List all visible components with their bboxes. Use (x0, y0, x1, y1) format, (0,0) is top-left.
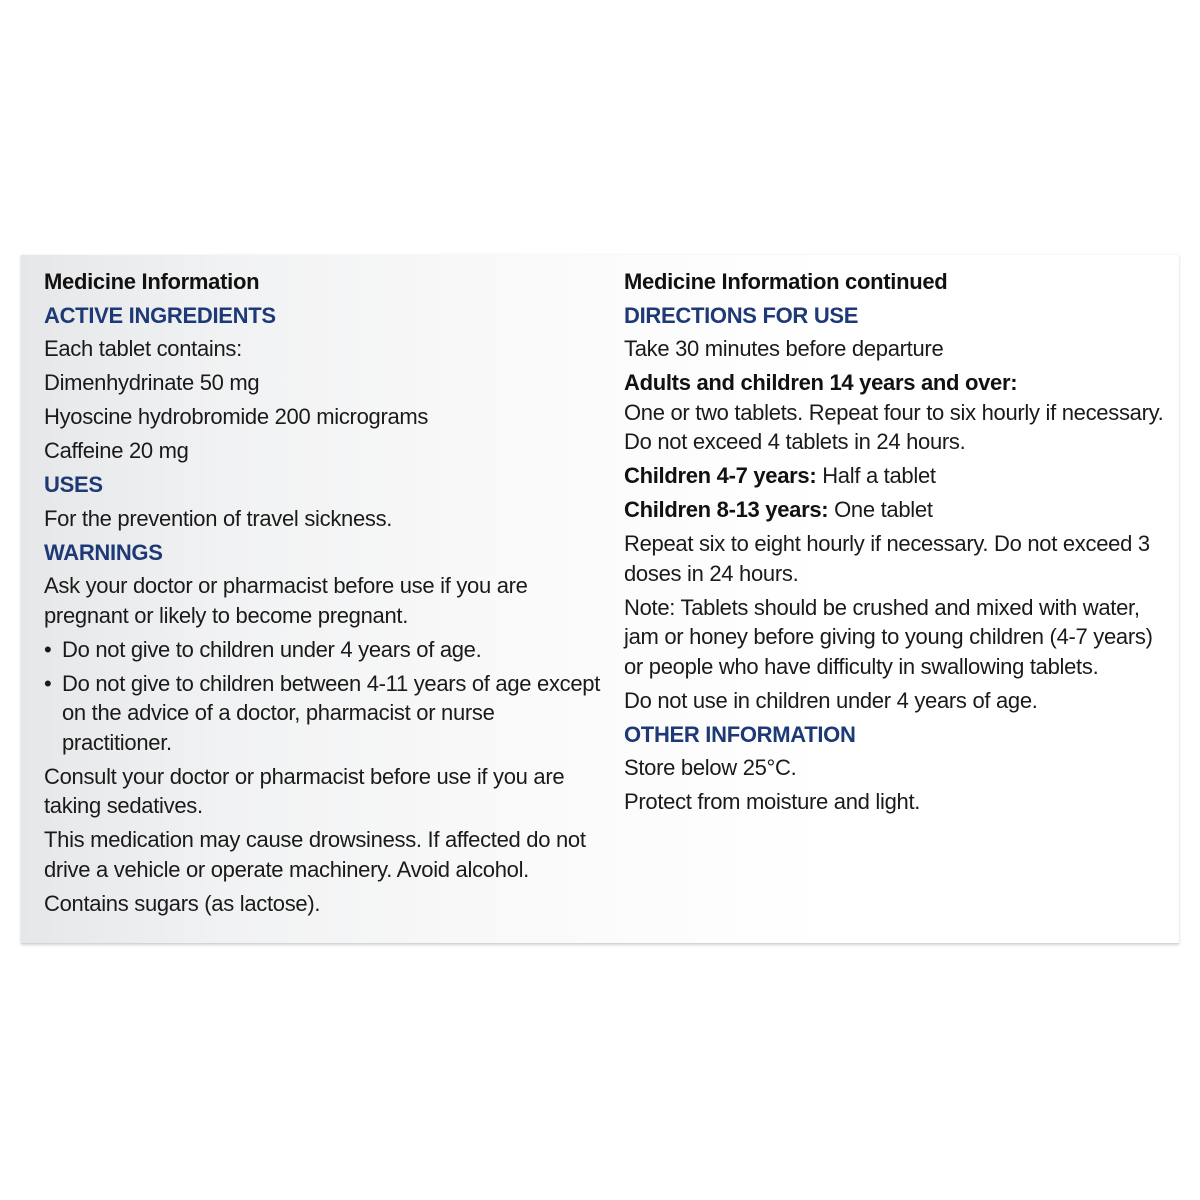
warnings-pregnancy: Ask your doctor or pharmacist before use if you are pregnant or likely to become pregnant. (44, 573, 528, 628)
directions-timing: Take 30 minutes before departure (624, 336, 944, 361)
adults-label: Adults and children 14 years and over: (624, 370, 1018, 395)
children-8-13-dose: One tablet (828, 497, 933, 522)
ingredients-intro: Each tablet contains: (44, 336, 242, 361)
ingredient-dimenhydrinate: Dimenhydrinate 50 mg (44, 370, 260, 395)
directions-under-4: Do not use in children under 4 years of age. (624, 687, 1038, 713)
other-storage: Store below 25°C. (624, 755, 797, 780)
directions-children-4-7 (624, 461, 1169, 491)
bullet-dot: • (44, 670, 52, 696)
directions-children-8-13 (624, 495, 1169, 525)
warning-bullet-4-11 (44, 669, 604, 758)
warnings-heading: WARNINGS (44, 539, 163, 565)
warnings-drowsiness: This medication may cause drowsiness. If affected do not drive a vehicle or operate machinery. Avoid alcohol. (44, 827, 586, 882)
other-information-heading: OTHER INFORMATION (624, 721, 856, 747)
active-ingredients-heading: ACTIVE INGREDIENTS (44, 302, 276, 328)
left-title: Medicine Information (44, 269, 260, 294)
warning-bullet-text: Do not give to children under 4 years of age. (62, 636, 482, 662)
uses-text: For the prevention of travel sickness. (44, 505, 393, 531)
ingredient-hyoscine: Hyoscine hydrobromide 200 micrograms (44, 404, 429, 429)
children-8-13-label: Children 8-13 years: (624, 497, 829, 522)
directions-note: Note: Tablets should be crushed and mixed with water, jam or honey before giving to young children (4-7 years) or people who have difficulty in swallowing tablets. (624, 594, 1153, 679)
directions-adults-dose: One or two tablets. Repeat four to six hourly if necessary. Do not exceed 4 tablets in 24 hours. (624, 399, 1164, 454)
children-4-7-dose: Half a tablet (816, 463, 936, 488)
bullet-dot: • (44, 636, 52, 662)
medicine-information-panel (21, 255, 1179, 944)
directions-adults-label (624, 368, 1169, 398)
children-4-7-label: Children 4-7 years: (624, 463, 817, 488)
warning-bullet-text: Do not give to children between 4-11 years of age except on the advice of a doctor, pharmacist or nurse practitioner. (62, 670, 601, 755)
other-protect: Protect from moisture and light. (624, 789, 921, 814)
directions-heading: DIRECTIONS FOR USE (624, 302, 859, 328)
right-title: Medicine Information continued (624, 269, 948, 294)
right-column (624, 267, 1169, 821)
warning-bullet-under-4 (44, 635, 604, 665)
warnings-sugars: Contains sugars (as lactose). (44, 890, 321, 916)
directions-repeat: Repeat six to eight hourly if necessary. Do not exceed 3 doses in 24 hours. (624, 531, 1150, 586)
uses-heading: USES (44, 472, 103, 497)
warnings-sedatives: Consult your doctor or pharmacist before use if you are taking sedatives. (44, 763, 565, 818)
ingredient-caffeine: Caffeine 20 mg (44, 438, 189, 463)
left-column (44, 267, 604, 923)
